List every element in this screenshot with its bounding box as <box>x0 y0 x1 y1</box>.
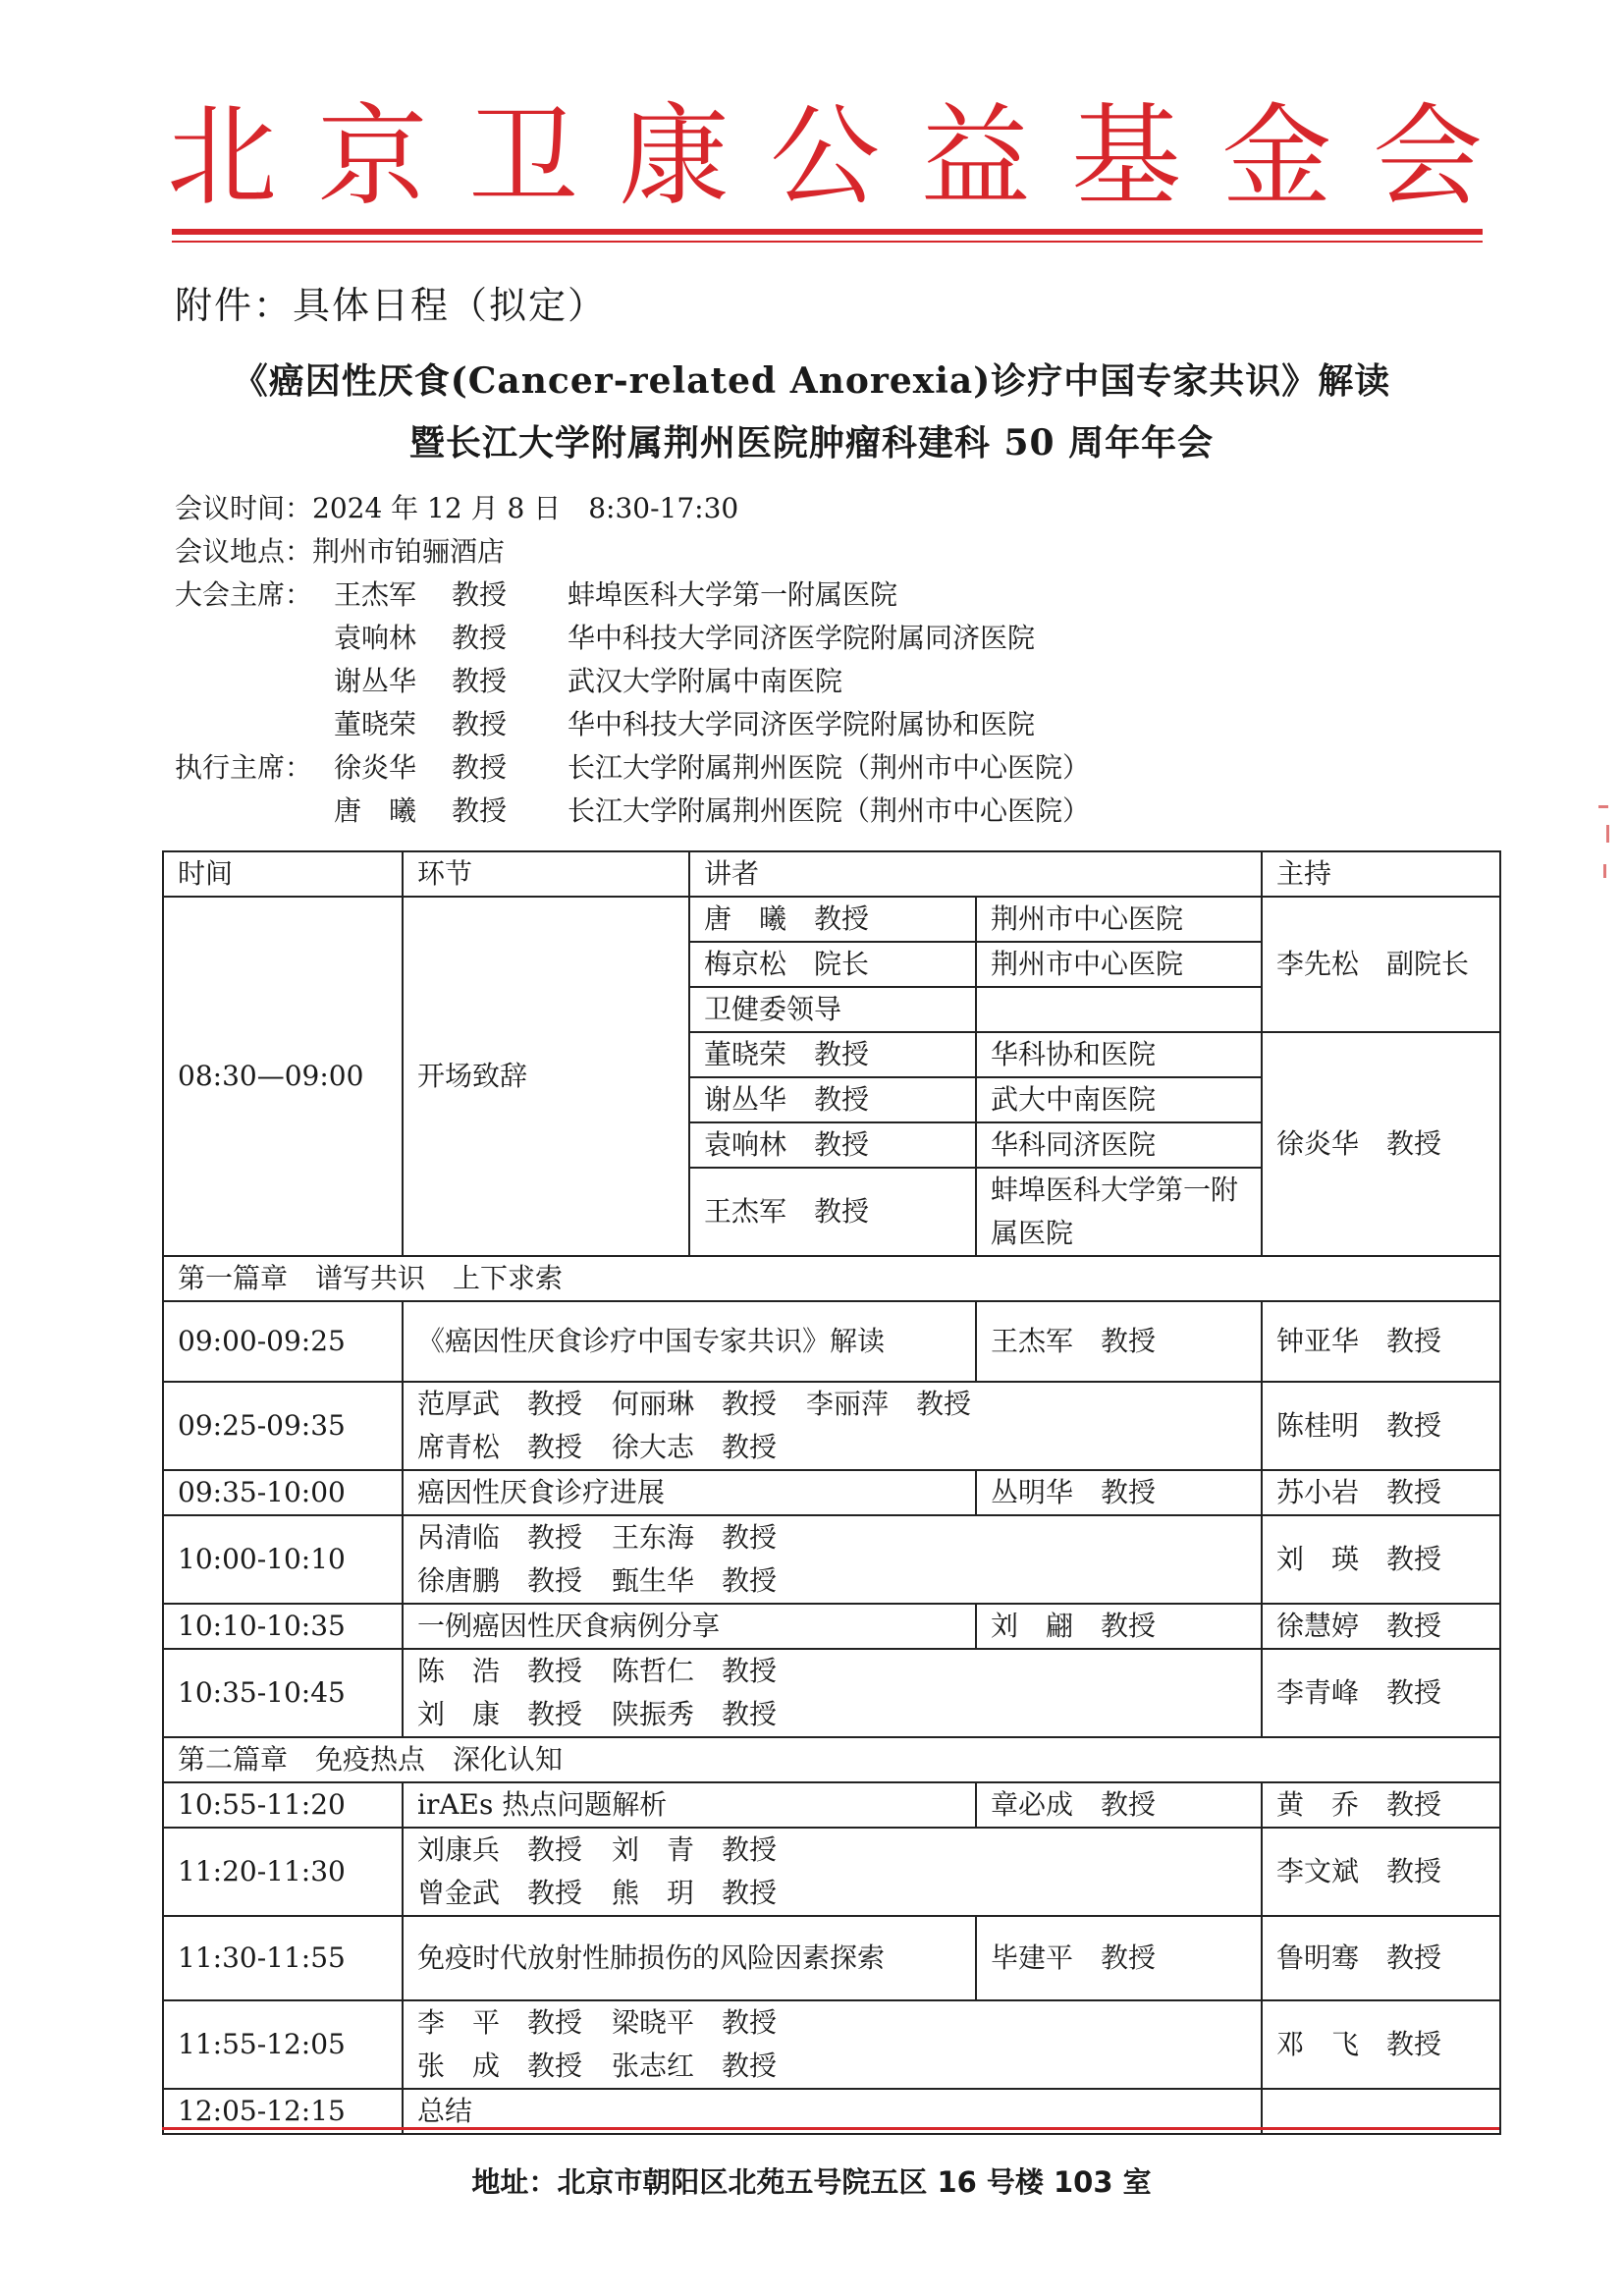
session-time: 10:00-10:10 <box>163 1515 403 1604</box>
table-row <box>163 1649 1500 1737</box>
session-host: 邓 飞 教授 <box>1262 2000 1500 2089</box>
opening-speaker-inst: 荆州市中心医院 <box>976 897 1262 942</box>
opening-speaker-inst: 华科协和医院 <box>976 1032 1262 1077</box>
chair-institution: 华中科技大学同济医学院附属协和医院 <box>568 708 1036 740</box>
chairs-label: 大会主席： <box>175 578 313 611</box>
table-row <box>163 1828 1500 1916</box>
panel-line <box>417 1383 1247 1426</box>
exec-chair-institution: 长江大学附属荆州医院（荆州市中心医院） <box>568 794 1091 827</box>
chair-row <box>175 703 1451 746</box>
session-time: 10:10-10:35 <box>163 1604 403 1649</box>
chair-name: 王杰军 <box>334 578 417 611</box>
session-host: 苏小岩 教授 <box>1262 1470 1500 1515</box>
org-char: 金 <box>1221 93 1332 221</box>
header-divider-thick <box>172 229 1483 235</box>
session-host: 李青峰 教授 <box>1262 1649 1500 1737</box>
org-char: 北 <box>167 93 277 221</box>
table-row <box>163 1382 1500 1470</box>
table-row <box>163 1916 1500 2000</box>
table-row <box>163 897 1500 942</box>
table-row <box>163 2000 1500 2089</box>
panelist: 梁晓平 教授 <box>612 2006 778 2039</box>
footer-address: 地址：北京市朝阳区北苑五号院五区 16 号楼 103 室 <box>471 2165 1152 2199</box>
panelist: 张 成 教授 <box>417 2050 583 2082</box>
discussion-panel <box>403 1515 1262 1604</box>
panel-line <box>417 2045 1247 2088</box>
org-char: 公 <box>770 93 880 221</box>
org-char: 基 <box>1071 93 1181 221</box>
exec-chair-name: 徐炎华 <box>334 751 417 784</box>
table-header-row <box>163 851 1500 897</box>
table-row <box>163 1604 1500 1649</box>
session-topic: 一例癌因性厌食病例分享 <box>403 1604 976 1649</box>
exec-chair-institution: 长江大学附属荆州医院（荆州市中心医院） <box>568 751 1091 784</box>
panelist: 刘康兵 教授 <box>417 1833 583 1866</box>
header-host: 主持 <box>1262 851 1500 897</box>
panelist: 刘 青 教授 <box>612 1833 778 1866</box>
panelist: 陕振秀 教授 <box>612 1698 778 1730</box>
session-speaker: 章必成 教授 <box>976 1782 1262 1828</box>
opening-host-1: 李先松 副院长 <box>1262 897 1500 1032</box>
session-topic: 免疫时代放射性肺损伤的风险因素探索 <box>403 1916 976 2000</box>
session-time: 10:55-11:20 <box>163 1782 403 1828</box>
session-host: 钟亚华 教授 <box>1262 1301 1500 1382</box>
header-segment: 环节 <box>403 851 689 897</box>
chair-row <box>175 617 1451 660</box>
org-char: 益 <box>920 93 1031 221</box>
panelist: 王东海 教授 <box>612 1521 778 1554</box>
chair-name: 谢丛华 <box>334 665 417 697</box>
chair-title: 教授 <box>452 578 508 611</box>
panelist: 熊 玥 教授 <box>612 1877 778 1909</box>
header-time: 时间 <box>163 851 403 897</box>
scan-mark <box>1606 825 1609 843</box>
table-row <box>163 1301 1500 1382</box>
session-topic: 《癌因性厌食诊疗中国专家共识》解读 <box>403 1301 976 1382</box>
opening-speaker-inst: 华科同济医院 <box>976 1122 1262 1168</box>
org-char: 会 <box>1373 93 1483 221</box>
session-time: 11:30-11:55 <box>163 1916 403 2000</box>
panelist: 徐大志 教授 <box>612 1431 778 1463</box>
panel-line <box>417 1516 1247 1559</box>
session-time: 11:55-12:05 <box>163 2000 403 2089</box>
chair-title: 教授 <box>452 665 508 697</box>
opening-speaker-inst: 武大中南医院 <box>976 1077 1262 1122</box>
session-host: 鲁明骞 教授 <box>1262 1916 1500 2000</box>
discussion-panel <box>403 1828 1262 1916</box>
panelist: 呙清临 教授 <box>417 1521 583 1554</box>
document-title-line-2: 暨长江大学附属荆州医院肿瘤科建科 50 周年年会 <box>408 422 1215 464</box>
org-char: 康 <box>619 93 730 221</box>
panelist: 刘 康 教授 <box>417 1698 583 1730</box>
panelist: 陈哲仁 教授 <box>612 1655 778 1687</box>
opening-speaker: 唐 曦 教授 <box>689 897 976 942</box>
session-speaker: 刘 翩 教授 <box>976 1604 1262 1649</box>
panel-line <box>417 1426 1247 1469</box>
table-row <box>163 1515 1500 1604</box>
chair-institution: 武汉大学附属中南医院 <box>568 665 843 697</box>
chair-row <box>175 660 1451 703</box>
panelist: 李 平 教授 <box>417 2006 583 2039</box>
opening-speaker: 谢丛华 教授 <box>689 1077 976 1122</box>
exec-chair-title: 教授 <box>452 751 508 784</box>
exec-chair-title: 教授 <box>452 794 508 827</box>
opening-speaker: 董晓荣 教授 <box>689 1032 976 1077</box>
panel-line <box>417 1872 1247 1915</box>
session-host: 刘 瑛 教授 <box>1262 1515 1500 1604</box>
chair-title: 教授 <box>452 622 508 654</box>
meeting-info <box>175 487 1451 833</box>
scan-mark <box>1598 805 1608 808</box>
chair-institution: 蚌埠医科大学第一附属医院 <box>568 578 898 611</box>
panelist: 李丽萍 教授 <box>806 1388 972 1420</box>
chapter-1-title: 第一篇章 谱写共识 上下求索 <box>163 1256 1500 1301</box>
session-topic: 癌因性厌食诊疗进展 <box>403 1470 976 1515</box>
chapter-row <box>163 1256 1500 1301</box>
panelist: 甄生华 教授 <box>612 1564 778 1597</box>
session-host: 徐慧婷 教授 <box>1262 1604 1500 1649</box>
panel-line <box>417 1559 1247 1603</box>
chapter-2-title: 第二篇章 免疫热点 深化认知 <box>163 1737 1500 1782</box>
panelist: 张志红 教授 <box>612 2050 778 2082</box>
opening-speaker: 王杰军 教授 <box>689 1168 976 1256</box>
session-time: 09:00-09:25 <box>163 1301 403 1382</box>
session-speaker: 毕建平 教授 <box>976 1916 1262 2000</box>
discussion-panel <box>403 2000 1262 2089</box>
exec-chair-row <box>175 746 1451 790</box>
session-time: 09:35-10:00 <box>163 1470 403 1515</box>
opening-speaker-inst: 蚌埠医科大学第一附属医院 <box>976 1168 1262 1256</box>
session-topic: irAEs 热点问题解析 <box>403 1782 976 1828</box>
session-topic: 总结 <box>403 2089 1262 2134</box>
meeting-place <box>175 530 1451 574</box>
opening-speaker-inst: 荆州市中心医院 <box>976 942 1262 987</box>
panel-line <box>417 2001 1247 2045</box>
panelist: 席青松 教授 <box>417 1431 583 1463</box>
document-title-line-1: 《癌因性厌食(Cancer-related Anorexia)诊疗中国专家共识》解读 <box>232 360 1391 402</box>
header-speaker: 讲者 <box>689 851 1262 897</box>
meeting-time-text: 会议时间：2024 年 12 月 8 日 8:30-17:30 <box>175 492 739 524</box>
table-row <box>163 1782 1500 1828</box>
exec-chairs-label: 执行主席： <box>175 751 313 784</box>
scan-mark <box>1603 864 1606 878</box>
meeting-place-text: 会议地点：荆州市铂骊酒店 <box>175 535 506 568</box>
session-speaker: 丛明华 教授 <box>976 1470 1262 1515</box>
meeting-time <box>175 487 1451 530</box>
opening-speaker: 卫健委领导 <box>689 987 976 1032</box>
session-time: 09:25-09:35 <box>163 1382 403 1470</box>
agenda-table <box>162 850 1501 2135</box>
panelist: 陈 浩 教授 <box>417 1655 583 1687</box>
session-host: 陈桂明 教授 <box>1262 1382 1500 1470</box>
session-speaker: 王杰军 教授 <box>976 1301 1262 1382</box>
panel-line <box>417 1650 1247 1693</box>
chapter-row <box>163 1737 1500 1782</box>
opening-speaker: 袁响林 教授 <box>689 1122 976 1168</box>
panelist: 曾金武 教授 <box>417 1877 583 1909</box>
panel-line <box>417 1693 1247 1736</box>
session-host: 黄 乔 教授 <box>1262 1782 1500 1828</box>
session-time: 12:05-12:15 <box>163 2089 403 2134</box>
header-divider-thin <box>172 241 1483 243</box>
opening-segment: 开场致辞 <box>403 897 689 1256</box>
org-char: 卫 <box>468 93 578 221</box>
chair-row <box>175 574 1451 617</box>
session-host: 李文斌 教授 <box>1262 1828 1500 1916</box>
session-time: 11:20-11:30 <box>163 1828 403 1916</box>
opening-speaker: 梅京松 院长 <box>689 942 976 987</box>
footer-divider <box>162 2127 1499 2130</box>
opening-host-2: 徐炎华 教授 <box>1262 1032 1500 1256</box>
exec-chair-name: 唐 曦 <box>334 794 417 827</box>
panelist: 何丽琳 教授 <box>612 1388 778 1420</box>
table-row <box>163 1470 1500 1515</box>
chair-title: 教授 <box>452 708 508 740</box>
session-time: 10:35-10:45 <box>163 1649 403 1737</box>
org-char: 京 <box>317 93 428 221</box>
opening-speaker-inst <box>976 987 1262 1032</box>
exec-chair-row <box>175 790 1451 833</box>
attachment-label: 附件：具体日程（拟定） <box>175 284 608 327</box>
discussion-panel <box>403 1649 1262 1737</box>
opening-time: 08:30—09:00 <box>163 897 403 1256</box>
chair-name: 袁响林 <box>334 622 417 654</box>
organization-name <box>167 93 1483 221</box>
chair-institution: 华中科技大学同济医学院附属同济医院 <box>568 622 1036 654</box>
chair-name: 董晓荣 <box>334 708 417 740</box>
panel-line <box>417 1829 1247 1872</box>
discussion-panel <box>403 1382 1262 1470</box>
panelist: 范厚武 教授 <box>417 1388 583 1420</box>
panelist: 徐唐鹏 教授 <box>417 1564 583 1597</box>
